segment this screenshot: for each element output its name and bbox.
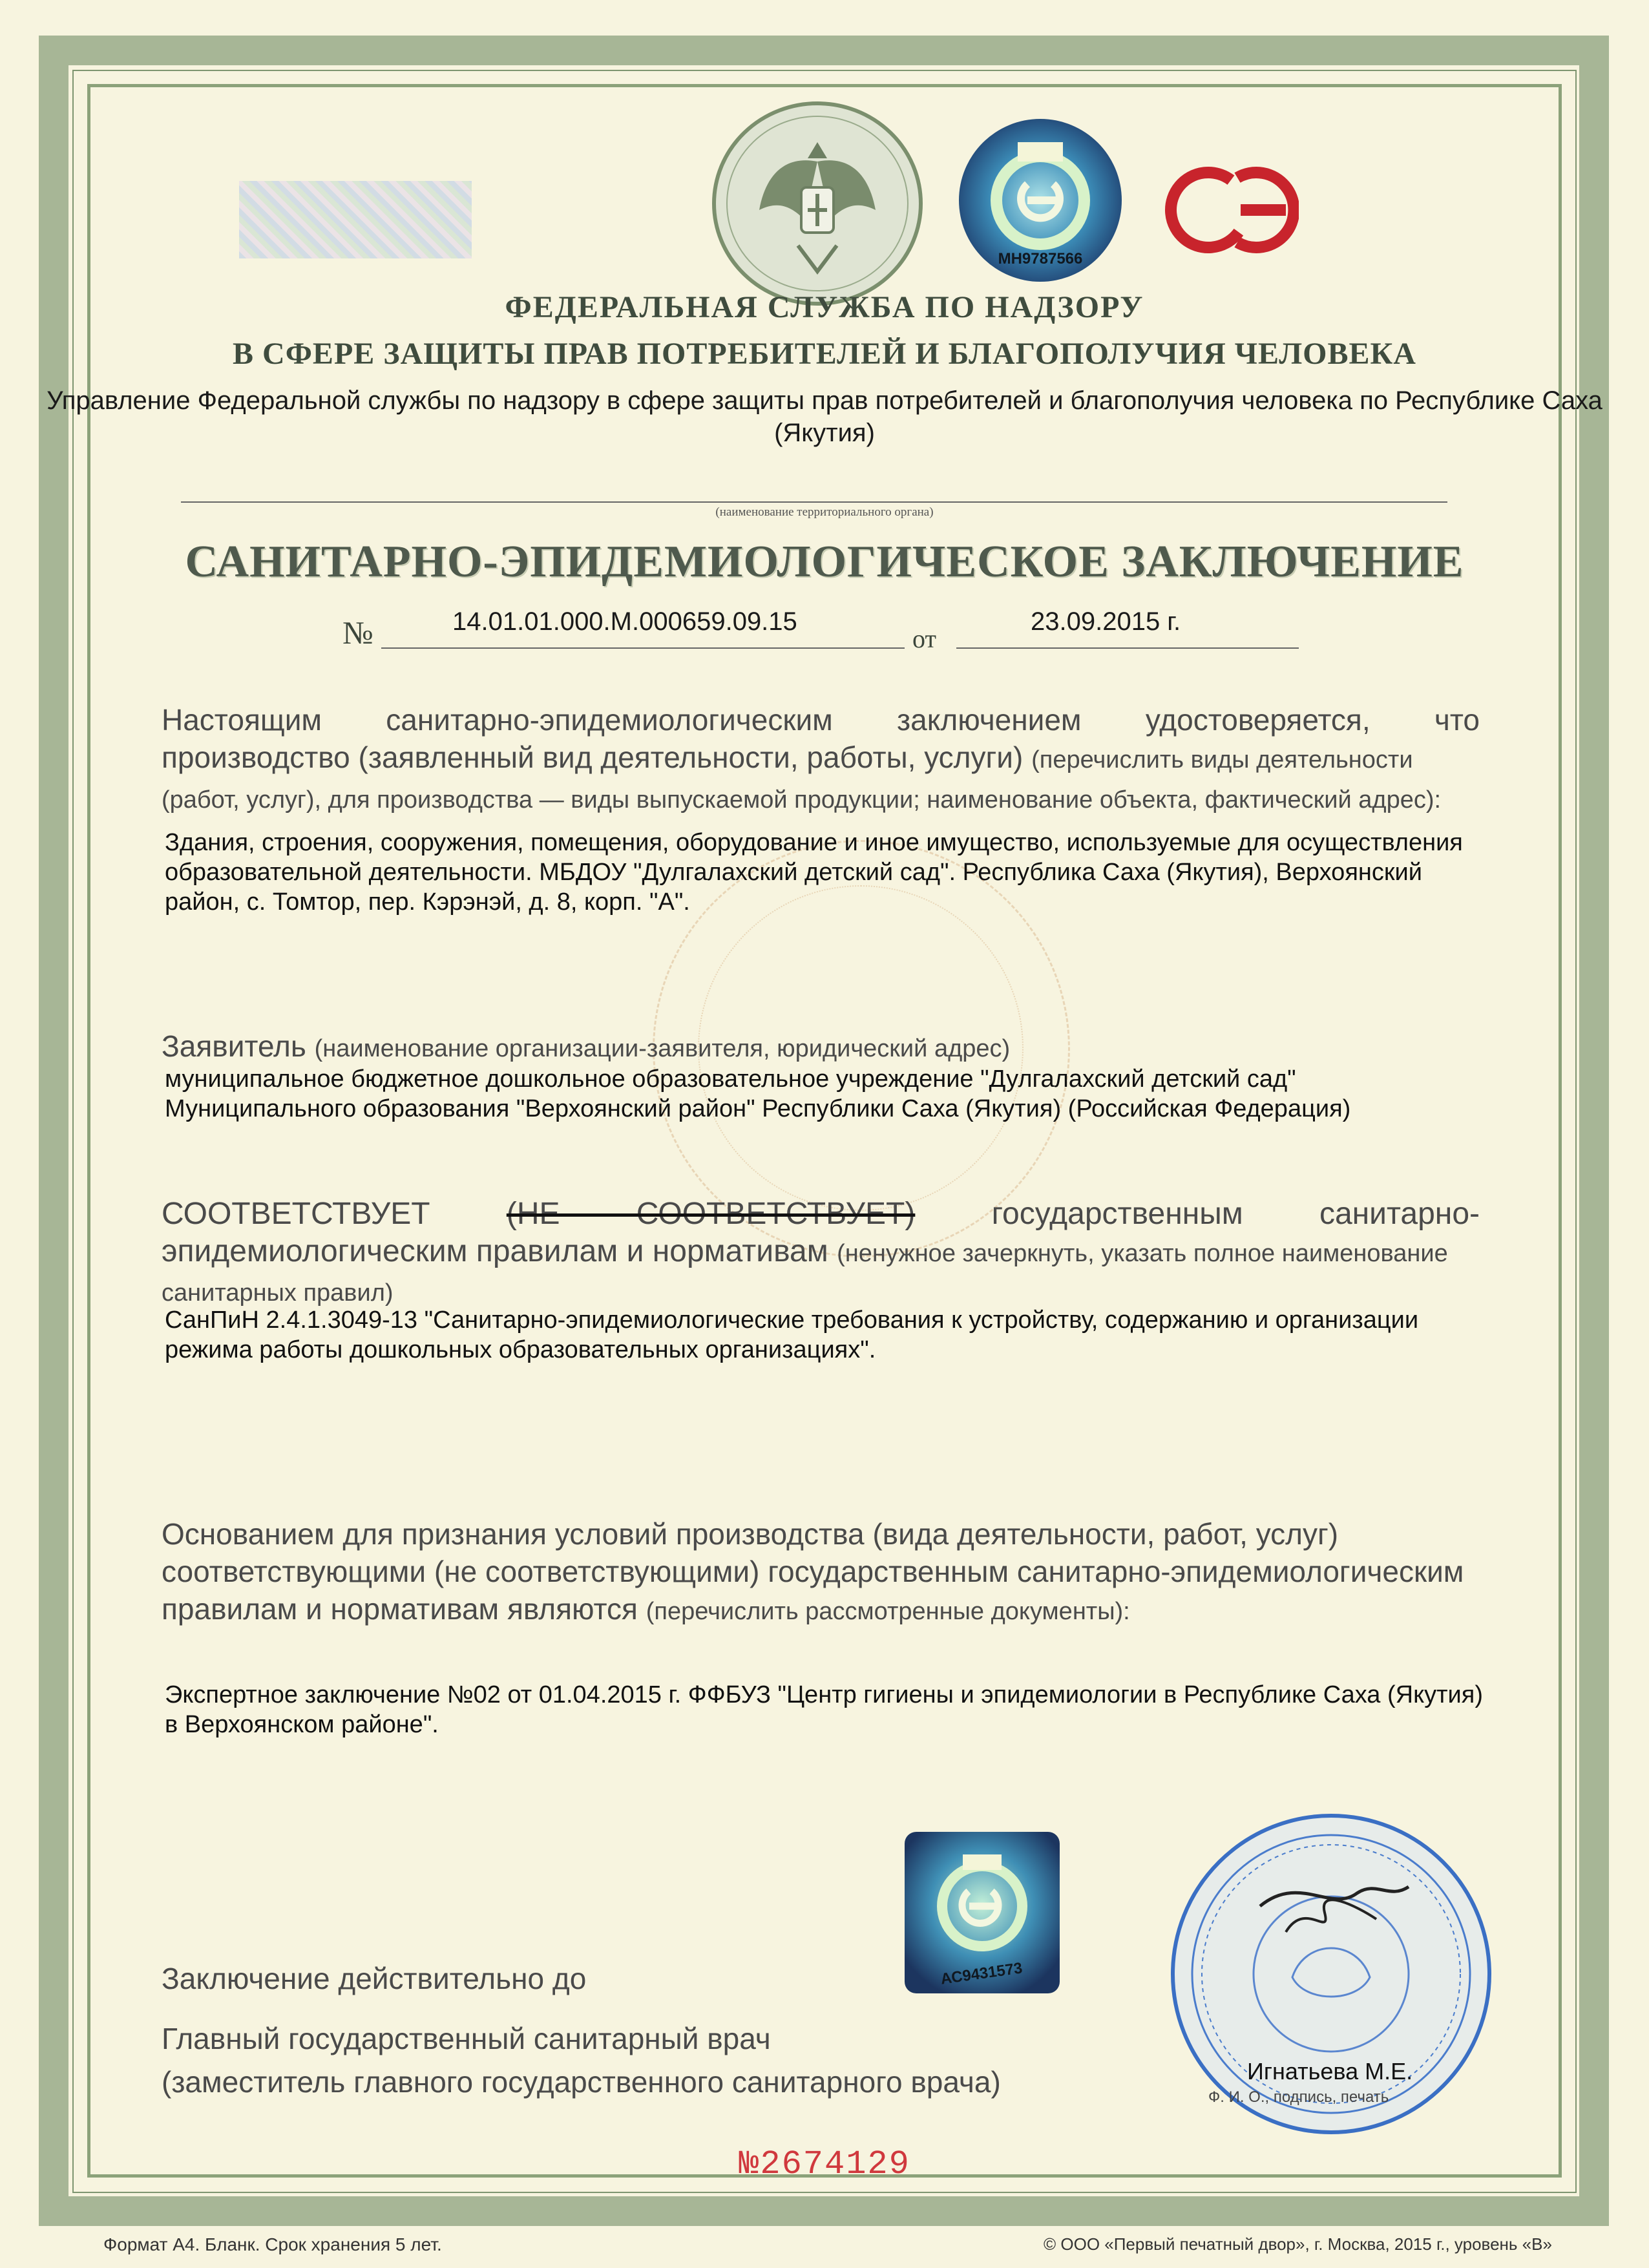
hologram-strip (239, 181, 472, 258)
territorial-department: Управление Федеральной службы по надзору в сфере защиты прав потребителей и благополучия человека по Республике Саха (Якутия) (47, 386, 1602, 447)
number-label: № (342, 614, 373, 651)
signature-caption: Ф. И. О., подпись, печать (1208, 2088, 1389, 2106)
footer-printer: © ООО «Первый печатный двор», г. Москва, 2015 г., уровень «В» (1044, 2234, 1552, 2254)
certificate-date: 23.09.2015 г. (1031, 607, 1181, 636)
hologram-seal-icon (956, 116, 1124, 284)
number-underline (381, 647, 905, 649)
applicant-hint: (наименование организации-заявителя, юридический адрес) (314, 1035, 1011, 1062)
applicant-label: Заявитель (162, 1029, 306, 1063)
production-hint: (перечислить виды деятельности (работ, услуг), для производства — виды выпускаемой продукции; наименование объекта, фактический адрес): (162, 746, 1442, 814)
form-serial-number: №2674129 (739, 2145, 910, 2183)
compliance-hint: (ненужное зачеркнуть, указать полное наименование санитарных правил) (162, 1240, 1448, 1307)
compliance-line2 (162, 1233, 1480, 1312)
compliance-text2: эпидемиологическим правилам и нормативам (162, 1234, 828, 1268)
footer-format: Формат А4. Бланк. Срок хранения 5 лет. (103, 2234, 442, 2254)
applicant-value: муниципальное бюджетное дошкольное образовательное учреждение "Дулгалахский детский сад" Муниципального образования "Верхоянский район" Республики Саха (Якутия) (Российская Федерация) (165, 1066, 1351, 1122)
document-title: САНИТАРНО-ЭПИДЕМИОЛОГИЧЕСКОЕ ЗАКЛЮЧЕНИЕ (185, 537, 1464, 587)
production-intro-line2: производство (заявленный вид деятельности, работы, услуги) (162, 740, 1024, 774)
sanitary-mark-icon (1163, 158, 1299, 262)
compliance-text1: государственным санитарно- (991, 1197, 1480, 1231)
production-value: Здания, строения, сооружения, помещения, оборудование и иное имущество, используемые для осуществления образовательной деятельности. МБДОУ "Дулгалахский детский сад". Республика Саха (Якутия), Верхоянский район, с. Томтор, пер. Кэрэнэй, д. 8, корп. "А". (165, 829, 1463, 916)
basis-text (162, 1515, 1480, 1630)
compliance-struck: (НЕ СООТВЕТСТВУЕТ) (506, 1197, 916, 1231)
eagle-emblem-icon (708, 97, 927, 310)
applicant-heading (162, 1027, 1480, 1067)
certificate-number: 14.01.01.000.М.000659.09.15 (452, 607, 797, 636)
signatory-title: Главный государственный санитарный врач (162, 2022, 771, 2055)
agency-title-line2: В СФЕРЕ ЗАЩИТЫ ПРАВ ПОТРЕБИТЕЛЕЙ И БЛАГОПОЛУЧИЯ ЧЕЛОВЕКА (233, 337, 1416, 371)
signatory-name: Игнатьева М.Е. (1247, 2058, 1413, 2084)
date-label: от (912, 624, 936, 653)
signatory-title-alt: (заместитель главного государственного санитарного врача) (162, 2065, 1001, 2099)
compliance-line1 (162, 1195, 1480, 1233)
date-underline (956, 647, 1299, 649)
basis-main: Основанием для признания условий производства (вида деятельности, работ, услуг) соответствующими (не соответствующими) государственным санитарно-эпидемиологическим правилам и нормативам являются (162, 1517, 1464, 1626)
compliance-status: СООТВЕТСТВУЕТ (162, 1197, 430, 1231)
production-intro-line1: Настоящим санитарно-эпидемиологическим заключением удостоверяется, что (162, 703, 1480, 737)
basis-hint: (перечислить рассмотренные документы): (646, 1598, 1130, 1625)
divider (181, 501, 1447, 503)
hologram-code: МН9787566 (998, 250, 1083, 268)
department-caption: (наименование территориального органа) (715, 505, 934, 519)
hologram-sticker-code: АС9431573 (939, 1959, 1024, 1988)
compliance-value: СанПиН 2.4.1.3049-13 "Санитарно-эпидемиологические требования к устройству, содержанию и организации режима работы дошкольных образовательных организациях". (165, 1307, 1419, 1363)
hologram-sticker-icon (901, 1829, 1063, 1997)
validity-label: Заключение действительно до (162, 1962, 587, 1995)
production-intro (162, 739, 1480, 819)
basis-value: Экспертное заключение №02 от 01.04.2015 г. ФФБУЗ "Центр гигиены и эпидемиологии в Республике Саха (Якутия) в Верхоянском районе". (165, 1681, 1484, 1738)
agency-title-line1: ФЕДЕРАЛЬНАЯ СЛУЖБА ПО НАДЗОРУ (505, 290, 1144, 324)
